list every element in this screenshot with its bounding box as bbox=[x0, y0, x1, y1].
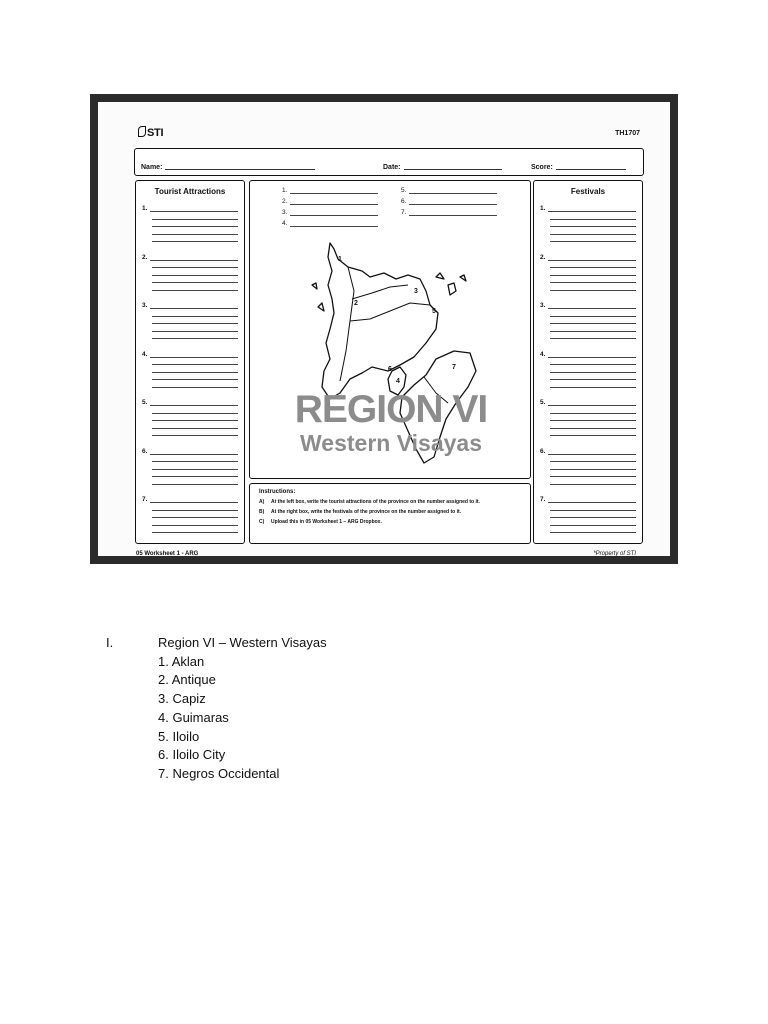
region-subtitle: Western Visayas bbox=[300, 430, 482, 456]
answer-line bbox=[550, 525, 636, 526]
map-number-row: 7. bbox=[401, 209, 406, 220]
worksheet-paper bbox=[98, 102, 670, 556]
tourist-entry bbox=[142, 399, 147, 406]
festival-entry bbox=[540, 351, 545, 358]
answer-line bbox=[152, 420, 238, 421]
answer-line bbox=[550, 282, 636, 283]
answer-line bbox=[152, 525, 238, 526]
list-item: 6. Iloilo City bbox=[158, 747, 226, 763]
instruction-item: B) At the right box, write the festivals of the province on the number assigned to it. bbox=[259, 509, 462, 515]
answer-line bbox=[152, 461, 238, 462]
answer-line bbox=[550, 379, 636, 380]
map-number-row: 3. bbox=[282, 209, 287, 220]
answer-line bbox=[152, 517, 238, 518]
map-label-3: 3 bbox=[414, 288, 418, 295]
score-field: Score: bbox=[531, 164, 626, 171]
answer-line bbox=[152, 219, 238, 220]
answer-line bbox=[550, 241, 636, 242]
answer-line bbox=[550, 331, 636, 332]
island bbox=[436, 273, 444, 279]
answer-line bbox=[550, 476, 636, 477]
answer-line bbox=[152, 372, 238, 373]
summary-heading: Region VI – Western Visayas bbox=[158, 635, 327, 650]
answer-line bbox=[550, 323, 636, 324]
answer-line bbox=[550, 372, 636, 373]
answer-line bbox=[152, 476, 238, 477]
answer-line bbox=[152, 484, 238, 485]
answer-line bbox=[550, 517, 636, 518]
entry-number: 7. bbox=[540, 496, 546, 503]
answer-line bbox=[550, 338, 636, 339]
entry-number: 4. bbox=[540, 350, 546, 358]
summary-list bbox=[158, 634, 327, 784]
worksheet-code: TH1707 bbox=[615, 130, 640, 137]
province-boundary bbox=[352, 285, 408, 299]
instruction-item: A) At the left box, write the tourist attractions of the province on the number assigned to it. bbox=[259, 499, 480, 505]
island bbox=[448, 283, 456, 295]
island bbox=[460, 275, 466, 281]
festival-entry bbox=[540, 496, 545, 503]
instruction-item: C) Upload this in 05 Worksheet 1 – ARG Dropbox. bbox=[259, 519, 382, 525]
tourist-entry bbox=[142, 448, 147, 455]
answer-line bbox=[152, 387, 238, 388]
province-boundary bbox=[340, 267, 354, 381]
logo-text: STI bbox=[147, 127, 164, 139]
worksheet-image bbox=[90, 94, 678, 564]
answer-line bbox=[550, 413, 636, 414]
map-number-row: 4. bbox=[282, 220, 287, 231]
answer-line bbox=[152, 275, 238, 276]
worksheet-footer-right: *Property of STI bbox=[593, 551, 636, 557]
tourist-entry bbox=[142, 351, 147, 358]
answer-line bbox=[550, 484, 636, 485]
sti-logo-icon bbox=[138, 126, 146, 137]
answer-line bbox=[550, 234, 636, 235]
answer-line bbox=[550, 290, 636, 291]
answer-line bbox=[550, 316, 636, 317]
answer-line bbox=[550, 532, 636, 533]
island bbox=[318, 303, 324, 311]
entry-number: 3. bbox=[142, 302, 148, 309]
date-field: Date: bbox=[383, 164, 502, 171]
map-number-row: 5. bbox=[401, 187, 406, 198]
answer-line bbox=[548, 211, 636, 212]
answer-line bbox=[548, 502, 636, 503]
list-item: 5. Iloilo bbox=[158, 728, 200, 744]
summary-roman-numeral: I. bbox=[106, 635, 114, 650]
festival-entry bbox=[540, 302, 545, 309]
festivals-title: Festivals bbox=[570, 187, 606, 196]
answer-line bbox=[152, 435, 238, 436]
panay-island bbox=[322, 243, 438, 399]
answer-line bbox=[152, 510, 238, 511]
answer-line bbox=[152, 241, 238, 242]
list-item: 2. Antique bbox=[158, 672, 216, 688]
tourist-entry bbox=[142, 254, 147, 261]
answer-line bbox=[548, 260, 636, 261]
answer-line bbox=[550, 219, 636, 220]
entry-number: 6. bbox=[142, 447, 148, 455]
answer-line bbox=[150, 454, 238, 455]
answer-line bbox=[152, 331, 238, 332]
festival-entry bbox=[540, 399, 545, 406]
answer-line bbox=[550, 428, 636, 429]
name-field: Name: bbox=[141, 164, 315, 171]
entry-number: 5. bbox=[142, 399, 148, 406]
entry-number: 1. bbox=[540, 205, 546, 212]
answer-line bbox=[152, 379, 238, 380]
answer-line bbox=[550, 420, 636, 421]
tourist-attractions-box bbox=[135, 180, 245, 544]
map-label-7: 7 bbox=[452, 364, 456, 371]
answer-line bbox=[550, 387, 636, 388]
answer-line bbox=[152, 290, 238, 291]
festival-entry bbox=[540, 205, 545, 212]
map-label-1: 1 bbox=[338, 256, 342, 263]
answer-line bbox=[150, 260, 238, 261]
map-label-5: 5 bbox=[432, 308, 436, 315]
answer-line bbox=[152, 469, 238, 470]
entry-number: 6. bbox=[540, 447, 546, 455]
entry-number: 1. bbox=[142, 205, 148, 212]
answer-line bbox=[152, 428, 238, 429]
island bbox=[312, 283, 317, 289]
answer-line bbox=[550, 510, 636, 511]
answer-line bbox=[550, 461, 636, 462]
festival-entry bbox=[540, 448, 545, 455]
list-item: 7. Negros Occidental bbox=[158, 765, 280, 781]
answer-line bbox=[548, 454, 636, 455]
entry-number: 7. bbox=[142, 496, 148, 503]
answer-line bbox=[152, 338, 238, 339]
answer-line bbox=[550, 226, 636, 227]
answer-line bbox=[152, 267, 238, 268]
answer-line bbox=[150, 502, 238, 503]
tourist-entry bbox=[142, 302, 147, 309]
map-label-4: 4 bbox=[396, 378, 400, 385]
answer-line bbox=[150, 357, 238, 358]
province-boundary bbox=[350, 303, 430, 321]
worksheet-footer-left: 05 Worksheet 1 - ARG bbox=[136, 551, 199, 557]
answer-line bbox=[548, 357, 636, 358]
map-number-row: 6. bbox=[401, 198, 406, 209]
answer-line bbox=[548, 405, 636, 406]
tourist-entry bbox=[142, 496, 147, 503]
entry-number: 4. bbox=[142, 350, 148, 358]
answer-line bbox=[550, 469, 636, 470]
tourist-entry bbox=[142, 205, 147, 212]
entry-number: 2. bbox=[540, 253, 546, 261]
answer-line bbox=[150, 211, 238, 212]
answer-line bbox=[150, 308, 238, 309]
entry-number: 3. bbox=[540, 302, 546, 309]
answer-line bbox=[550, 275, 636, 276]
map-number-row: 2. bbox=[282, 198, 287, 209]
header-fields-box bbox=[134, 148, 644, 176]
answer-line bbox=[550, 364, 636, 365]
answer-line bbox=[550, 267, 636, 268]
answer-line bbox=[152, 234, 238, 235]
answer-line bbox=[550, 435, 636, 436]
answer-line bbox=[152, 282, 238, 283]
answer-line bbox=[548, 308, 636, 309]
instructions-box bbox=[249, 483, 531, 544]
map-label-2: 2 bbox=[354, 300, 358, 307]
answer-line bbox=[152, 323, 238, 324]
festivals-box bbox=[533, 180, 643, 544]
list-item: 4. Guimaras bbox=[158, 709, 229, 725]
answer-line bbox=[152, 316, 238, 317]
list-item: 3. Capiz bbox=[158, 691, 206, 707]
map-number-row: 1. bbox=[282, 187, 287, 198]
instructions-title: Instructions: bbox=[259, 489, 296, 495]
entry-number: 2. bbox=[142, 253, 148, 261]
answer-line bbox=[150, 405, 238, 406]
map-box bbox=[249, 180, 531, 479]
answer-line bbox=[152, 364, 238, 365]
sti-logo bbox=[138, 126, 163, 139]
answer-line bbox=[152, 532, 238, 533]
festival-entry bbox=[540, 254, 545, 261]
region-title: REGION VI bbox=[294, 388, 488, 431]
entry-number: 5. bbox=[540, 399, 546, 406]
list-item: 1. Aklan bbox=[158, 653, 205, 669]
tourist-attractions-title: Tourist Attractions bbox=[154, 187, 226, 196]
answer-line bbox=[152, 413, 238, 414]
answer-line bbox=[152, 226, 238, 227]
map-label-6: 6 bbox=[388, 366, 392, 373]
